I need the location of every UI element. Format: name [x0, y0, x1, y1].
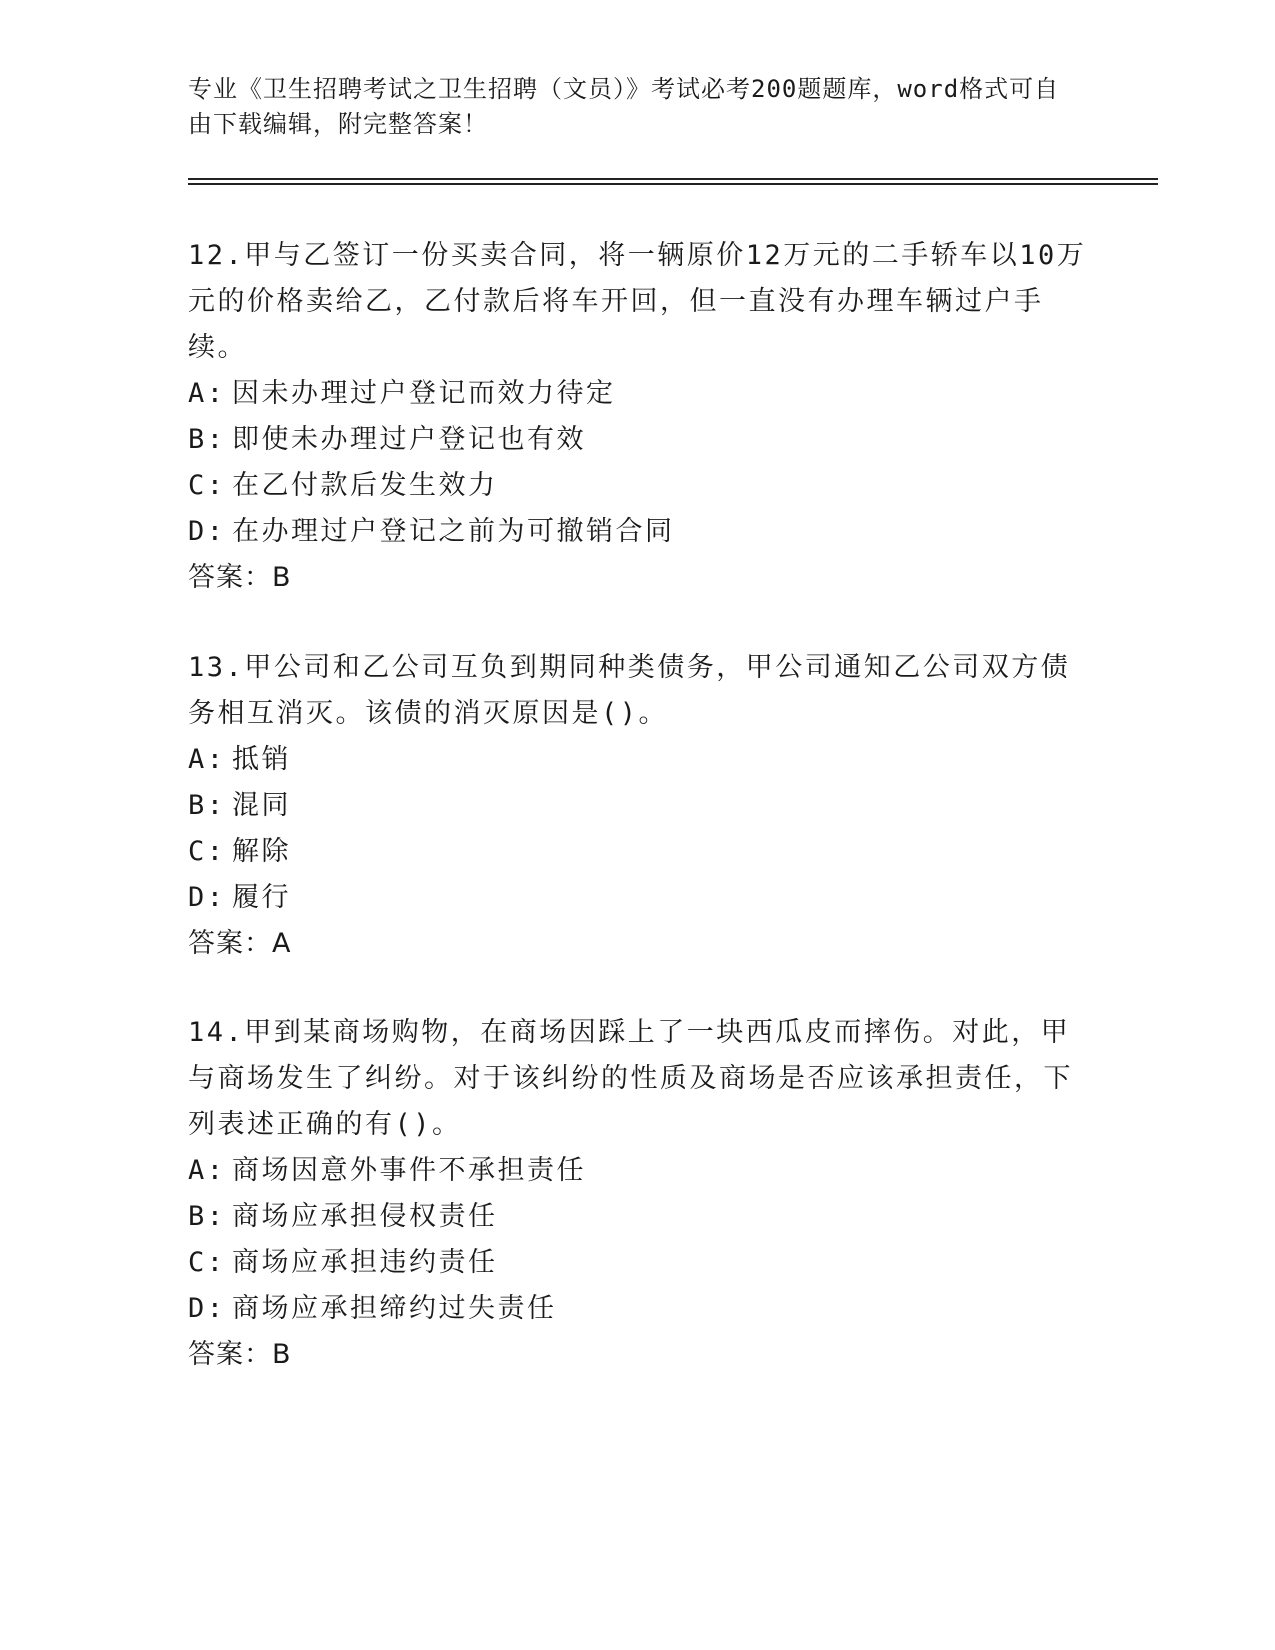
option-c — [188, 829, 1088, 875]
option-key: B: — [188, 1201, 226, 1232]
option-key: D: — [188, 882, 226, 913]
option-key: C: — [188, 470, 226, 501]
option-key: A: — [188, 1155, 226, 1186]
answer-line: 答案：B — [188, 1339, 292, 1370]
option-b — [188, 1194, 1088, 1240]
option-d — [188, 509, 1088, 555]
option-b — [188, 417, 1088, 463]
question-12 — [188, 233, 1088, 601]
question-14 — [188, 1010, 1088, 1378]
option-text: 解除 — [232, 836, 291, 867]
option-text: 在办理过户登记之前为可撤销合同 — [232, 516, 675, 547]
option-d — [188, 1286, 1088, 1332]
option-text: 商场应承担违约责任 — [232, 1247, 498, 1278]
option-text: 即使未办理过户登记也有效 — [232, 424, 586, 455]
option-key: B: — [188, 790, 226, 821]
question-13 — [188, 645, 1088, 967]
header-divider-top — [188, 178, 1158, 180]
question-stem: 12.甲与乙签订一份买卖合同，将一辆原价12万元的二手轿车以10万元的价格卖给乙，乙付款后将车开回，但一直没有办理车辆过户手续。 — [188, 240, 1087, 363]
option-a — [188, 371, 1088, 417]
option-a — [188, 1148, 1088, 1194]
option-key: D: — [188, 516, 226, 547]
header-divider-bottom — [188, 183, 1158, 185]
option-text: 因未办理过户登记而效力待定 — [232, 378, 616, 409]
option-c — [188, 463, 1088, 509]
option-key: C: — [188, 1247, 226, 1278]
option-c — [188, 1240, 1088, 1286]
option-text: 商场应承担侵权责任 — [232, 1201, 498, 1232]
option-b — [188, 783, 1088, 829]
option-key: A: — [188, 744, 226, 775]
option-key: C: — [188, 836, 226, 867]
option-a — [188, 737, 1088, 783]
option-text: 履行 — [232, 882, 291, 913]
option-key: D: — [188, 1293, 226, 1324]
document-intro: 专业《卫生招聘考试之卫生招聘（文员）》考试必考200题题库，word格式可自由下载编辑，附完整答案！ — [188, 75, 1060, 138]
option-text: 在乙付款后发生效力 — [232, 470, 498, 501]
option-d — [188, 875, 1088, 921]
question-stem: 13.甲公司和乙公司互负到期同种类债务，甲公司通知乙公司双方债务相互消灭。该债的消灭原因是()。 — [188, 652, 1071, 729]
option-key: B: — [188, 424, 226, 455]
answer-line: 答案：B — [188, 562, 292, 593]
option-text: 混同 — [232, 790, 291, 821]
option-key: A: — [188, 378, 226, 409]
option-text: 商场应承担缔约过失责任 — [232, 1293, 557, 1324]
option-text: 抵销 — [232, 744, 291, 775]
option-text: 商场因意外事件不承担责任 — [232, 1155, 586, 1186]
answer-line: 答案：A — [188, 928, 292, 959]
question-stem: 14.甲到某商场购物，在商场因踩上了一块西瓜皮而摔伤。对此，甲与商场发生了纠纷。对于该纠纷的性质及商场是否应该承担责任，下列表述正确的有()。 — [188, 1017, 1073, 1140]
